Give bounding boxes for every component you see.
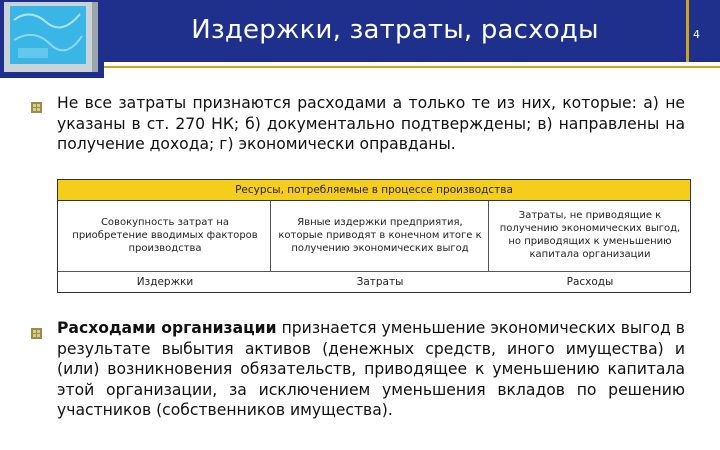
bold-term: Расходами организации	[57, 319, 277, 337]
table-divider	[270, 201, 271, 271]
header-divider-horizontal	[104, 66, 720, 68]
bullet-text-expenses-definition	[57, 318, 685, 421]
table-label: Расходы	[566, 276, 614, 288]
table-divider	[58, 271, 690, 272]
square-bullet-icon	[31, 98, 42, 109]
page-number: 4	[693, 28, 700, 41]
table-divider	[488, 201, 489, 271]
slide-title: Издержки, затраты, расходы	[191, 15, 599, 45]
definition-text: признается уменьшение экономических выгод в результате выбытия активов (денежных средств, иного имущества) и (или) возникновения обязательств, приводящее к уменьшению капитала этой организации, за исключением уменьшения вкладов по решению участников (собственников имущества).	[57, 319, 685, 419]
table-cell-description: Совокупность затрат на приобретение вводимых факторов производства	[72, 216, 258, 254]
table-cell-description: Явные издержки предприятия, которые приводят в конечном итоге к получению экономических выгод	[278, 216, 482, 254]
table-cell-description: Затраты, не приводящие к получению экономических выгод, но приводящих к уменьшению капитала организации	[499, 210, 681, 260]
bullet-text-expenses-criteria: Не все затраты признаются расходами а только те из них, которые: а) не указаны в ст. 270 НК; б) документально подтверждены; в) направлены на получение дохода; г) экономически оправданы.	[57, 94, 685, 153]
square-bullet-icon	[31, 324, 42, 335]
table-label: Затраты	[356, 276, 404, 288]
computer-monitor-icon	[0, 0, 104, 78]
table-header: Ресурсы, потребляемые в процессе производства	[58, 180, 690, 201]
header-divider-vertical	[686, 0, 689, 62]
resources-table	[57, 179, 691, 293]
table-label: Издержки	[136, 276, 194, 288]
